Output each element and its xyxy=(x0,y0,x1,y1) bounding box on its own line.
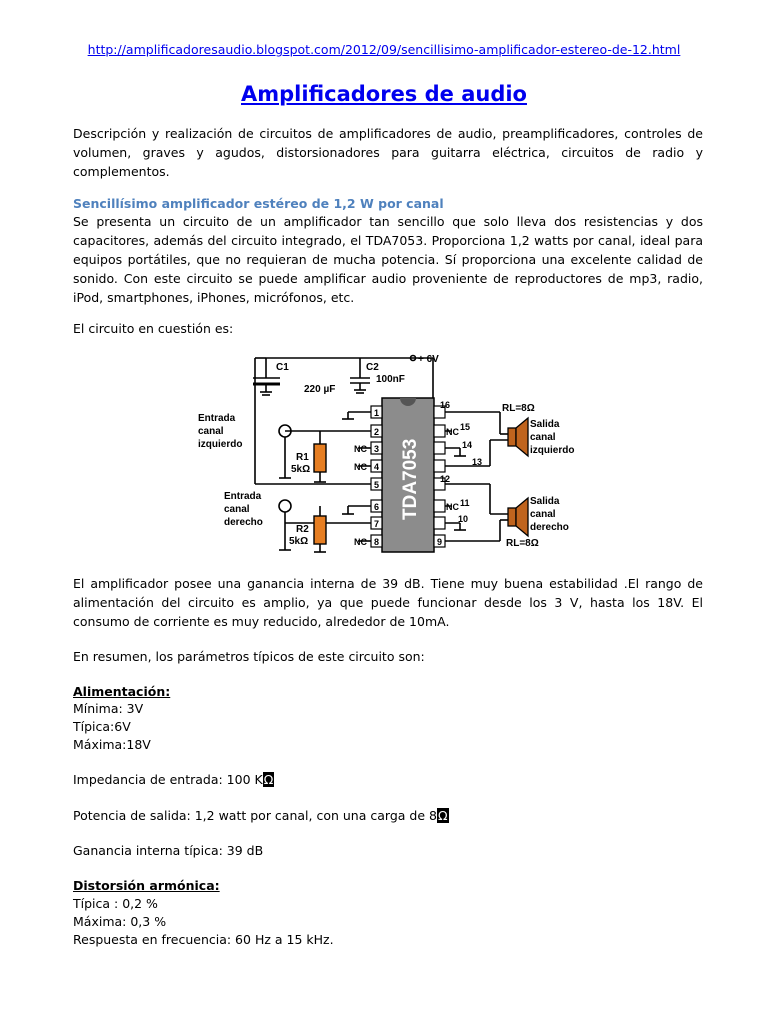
summary-intro: En resumen, los parámetros típicos de este circuito son: xyxy=(73,649,425,664)
power-heading: Alimentación: xyxy=(73,684,171,699)
nc-pin11: NC xyxy=(446,502,459,512)
c2-label: C2 xyxy=(366,362,379,373)
gain-line: Ganancia interna típica: 39 dB xyxy=(73,843,264,858)
circuit-diagram xyxy=(190,348,590,558)
pin-16: 16 xyxy=(440,400,451,410)
pin-6: 6 xyxy=(374,502,380,512)
power-max: Máxima:18V xyxy=(73,737,151,752)
r1-value: 5kΩ xyxy=(291,464,311,475)
freq-response: Respuesta en frecuencia: 60 Hz a 15 kHz. xyxy=(73,932,334,947)
power-typ: Típica:6V xyxy=(73,719,131,734)
nc-pin8: NC xyxy=(354,537,367,547)
c1-label: C1 xyxy=(276,362,289,373)
input-left-line2: canal xyxy=(198,426,224,437)
input-right-line2: canal xyxy=(224,504,250,515)
gain-paragraph: El amplificador posee una ganancia interna de 39 dB. Tiene muy buena estabilidad .El rango de alimentación del circuito es amplio, ya que puede funcionar desde los 3 V, hasta los 18V. El consumo de corriente es muy reducido, alrededor de 10mA. xyxy=(73,576,703,629)
nc-pin15: NC xyxy=(446,427,459,437)
pin-8: 8 xyxy=(374,537,380,547)
output-right-line1: Salida xyxy=(530,496,560,507)
pin-3: 3 xyxy=(374,444,380,454)
intro-paragraph: Descripción y realización de circuitos de amplificadores de audio, preamplificadores, controles de volumen, graves y agudos, distorsionadores para guitarra eléctrica, circuitos de radio y complementos. xyxy=(73,126,703,179)
pin-13: 13 xyxy=(472,457,483,467)
output-left-line3: izquierdo xyxy=(530,445,575,456)
speaker-left-icon xyxy=(508,418,528,456)
r1-label: R1 xyxy=(296,452,309,463)
input-left-line3: izquierdo xyxy=(198,439,243,450)
dist-typ: Típica : 0,2 % xyxy=(73,896,158,911)
pin-2: 2 xyxy=(374,427,380,437)
page-title[interactable]: Amplificadores de audio xyxy=(241,82,527,106)
power-min: Mínima: 3V xyxy=(73,701,144,716)
pin-11: 11 xyxy=(460,498,470,508)
input-left-line1: Entrada xyxy=(198,413,236,424)
article-subheading: Sencillísimo amplificador estéreo de 1,2 W por canal xyxy=(73,196,444,211)
output-right-line2: canal xyxy=(530,509,556,520)
output-power-line: Potencia de salida: 1,2 watt por canal, con una carga de 8Ω xyxy=(73,808,448,823)
c1-value: 220 µF xyxy=(304,384,336,395)
pin-9: 9 xyxy=(437,537,443,547)
r2-label: R2 xyxy=(296,524,309,535)
input-right-line1: Entrada xyxy=(224,491,262,502)
output-left-line1: Salida xyxy=(530,419,560,430)
pin-14: 14 xyxy=(462,440,473,450)
pin-15: 15 xyxy=(460,422,471,432)
pin-7: 7 xyxy=(374,519,380,529)
speaker-right-icon xyxy=(508,498,528,536)
source-url-link[interactable]: http://amplificadoresaudio.blogspot.com/2012/09/sencillisimo-amplificador-estereo-de-12.html xyxy=(87,42,681,57)
omega-symbol: Ω xyxy=(437,808,448,823)
output-left-line2: canal xyxy=(530,432,556,443)
distortion-heading: Distorsión armónica: xyxy=(73,878,220,893)
pin-10: 10 xyxy=(458,514,469,524)
nc-pin4: NC xyxy=(354,462,367,472)
pin-1: 1 xyxy=(374,408,380,418)
output-right-line3: derecho xyxy=(530,522,569,533)
pin-4: 4 xyxy=(374,462,380,472)
rl-bottom-label: RL=8Ω xyxy=(506,538,539,549)
input-right-line3: derecho xyxy=(224,517,263,528)
circuit-intro: El circuito en cuestión es: xyxy=(73,321,234,336)
pin-5: 5 xyxy=(374,480,380,490)
c2-value: 100nF xyxy=(376,374,405,385)
dist-max: Máxima: 0,3 % xyxy=(73,914,167,929)
description-paragraph: Se presenta un circuito de un amplificador tan sencillo que solo lleva dos resistencias y dos capacitores, además del circuito integrado, el TDA7053. Proporciona 1,2 watts por canal, ideal para equipos portátiles, que no requieran de mucha potencia. Sí proporciona una excelente calidad de sonido. Con este circuito se puede amplificar audio proveniente de reproductores de mp3, radio, iPod, smartphones, iPhones, micrófonos, etc. xyxy=(73,214,703,305)
omega-symbol: Ω xyxy=(263,772,274,787)
pin-12: 12 xyxy=(440,474,451,484)
chip-label: TDA7053 xyxy=(400,438,421,520)
impedance-line: Impedancia de entrada: 100 KΩ xyxy=(73,772,274,787)
supply-label: + 6V xyxy=(418,354,439,365)
rl-top-label: RL=8Ω xyxy=(502,403,535,414)
r2-value: 5kΩ xyxy=(289,536,309,547)
nc-pin3: NC xyxy=(354,444,367,454)
